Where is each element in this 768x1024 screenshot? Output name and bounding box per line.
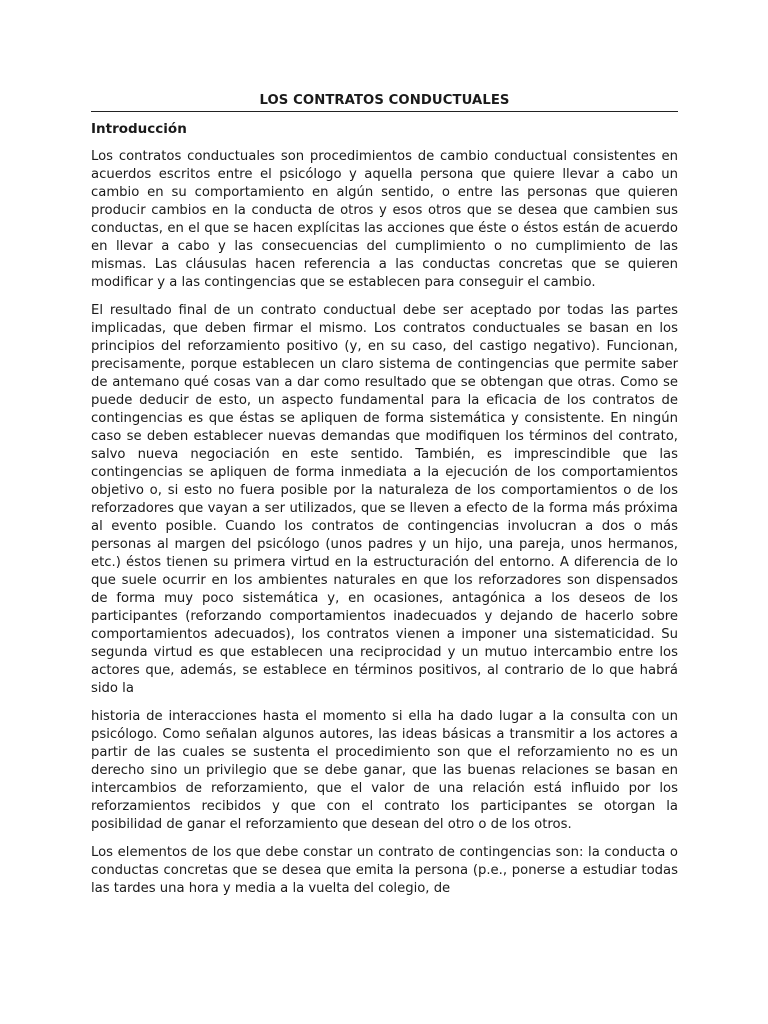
document-page xyxy=(91,92,678,908)
paragraph-3: historia de interacciones hasta el momento si ella ha dado lugar a la consulta con un psicólogo. Como señalan algunos autores, las ideas básicas a transmitir a los actores a partir de las cuales se sustenta el procedimiento son que el reforzamiento no es un derecho sino un privilegio que se debe ganar, que las buenas relaciones se basan en intercambios de reforzamiento, que el valor de una relación está influido por los reforzamientos recibidos y que con el contrato los participantes se otorgan la posibilidad de ganar el reforzamiento que desean del otro o de los otros. xyxy=(91,709,678,832)
section-heading-introduccion: Introducción xyxy=(91,121,187,137)
paragraph-4: Los elementos de los que debe constar un contrato de contingencias son: la conducta o conductas concretas que se desea que emita la persona (p.e., ponerse a estudiar todas las tardes una hora y media a la vuelta del colegio, de xyxy=(91,845,678,896)
paragraph-2: El resultado final de un contrato conductual debe ser aceptado por todas las partes implicadas, que deben firmar el mismo. Los contratos conductuales se basan en los principios del reforzamiento positivo (y, en su caso, del castigo negativo). Funcionan, precisamente, porque establecen un claro sistema de contingencias que permite saber de antemano qué cosas van a dar como resultado que se obtengan que otras. Como se puede deducir de esto, un aspecto fundamental para la eficacia de los contratos de contingencias es que éstas se apliquen de forma sistemática y consistente. En ningún caso se deben establecer nuevas demandas que modifiquen los términos del contrato, salvo nueva negociación en este sentido. También, es imprescindible que las contingencias se apliquen de forma inmediata a la ejecución de los comportamientos objetivo o, si esto no fuera posible por la naturaleza de los comportamientos o de los reforzadores que vayan a ser utilizados, que se lleven a efecto de la forma más próxima al evento posible. Cuando los contratos de contingencias involucran a dos o más personas al margen del psicólogo (unos padres y un hijo, una pareja, unos hermanos, etc.) éstos tienen su primera virtud en la estructuración del entorno. A diferencia de lo que suele ocurrir en los ambientes naturales en que los reforzadores son dispensados de forma muy poco sistemática y, en ocasiones, antagónica a los deseos de los participantes (reforzando comportamientos inadecuados y dejando de hacerlo sobre comportamientos adecuados), los contratos vienen a imponer una sistematicidad. Su segunda virtud es que establecen una reciprocidad y un mutuo intercambio entre los actores que, además, se establece en términos positivos, al contrario de lo que habrá sido la xyxy=(91,303,678,696)
document-title: LOS CONTRATOS CONDUCTUALES xyxy=(91,92,678,112)
paragraph-1: Los contratos conductuales son procedimientos de cambio conductual consistentes en acuerdos escritos entre el psicólogo y aquella persona que quiere llevar a cabo un cambio en su comportamiento en algún sentido, o entre las personas que quieren producir cambios en la conducta de otros y esos otros que se desea que cambien sus conductas, en el que se hacen explícitas las acciones que éste o éstos están de acuerdo en llevar a cabo y las consecuencias del cumplimiento o no cumplimiento de las mismas. Las cláusulas hacen referencia a las conductas concretas que se quieren modificar y a las contingencias que se establecen para conseguir el cambio. xyxy=(91,149,678,290)
